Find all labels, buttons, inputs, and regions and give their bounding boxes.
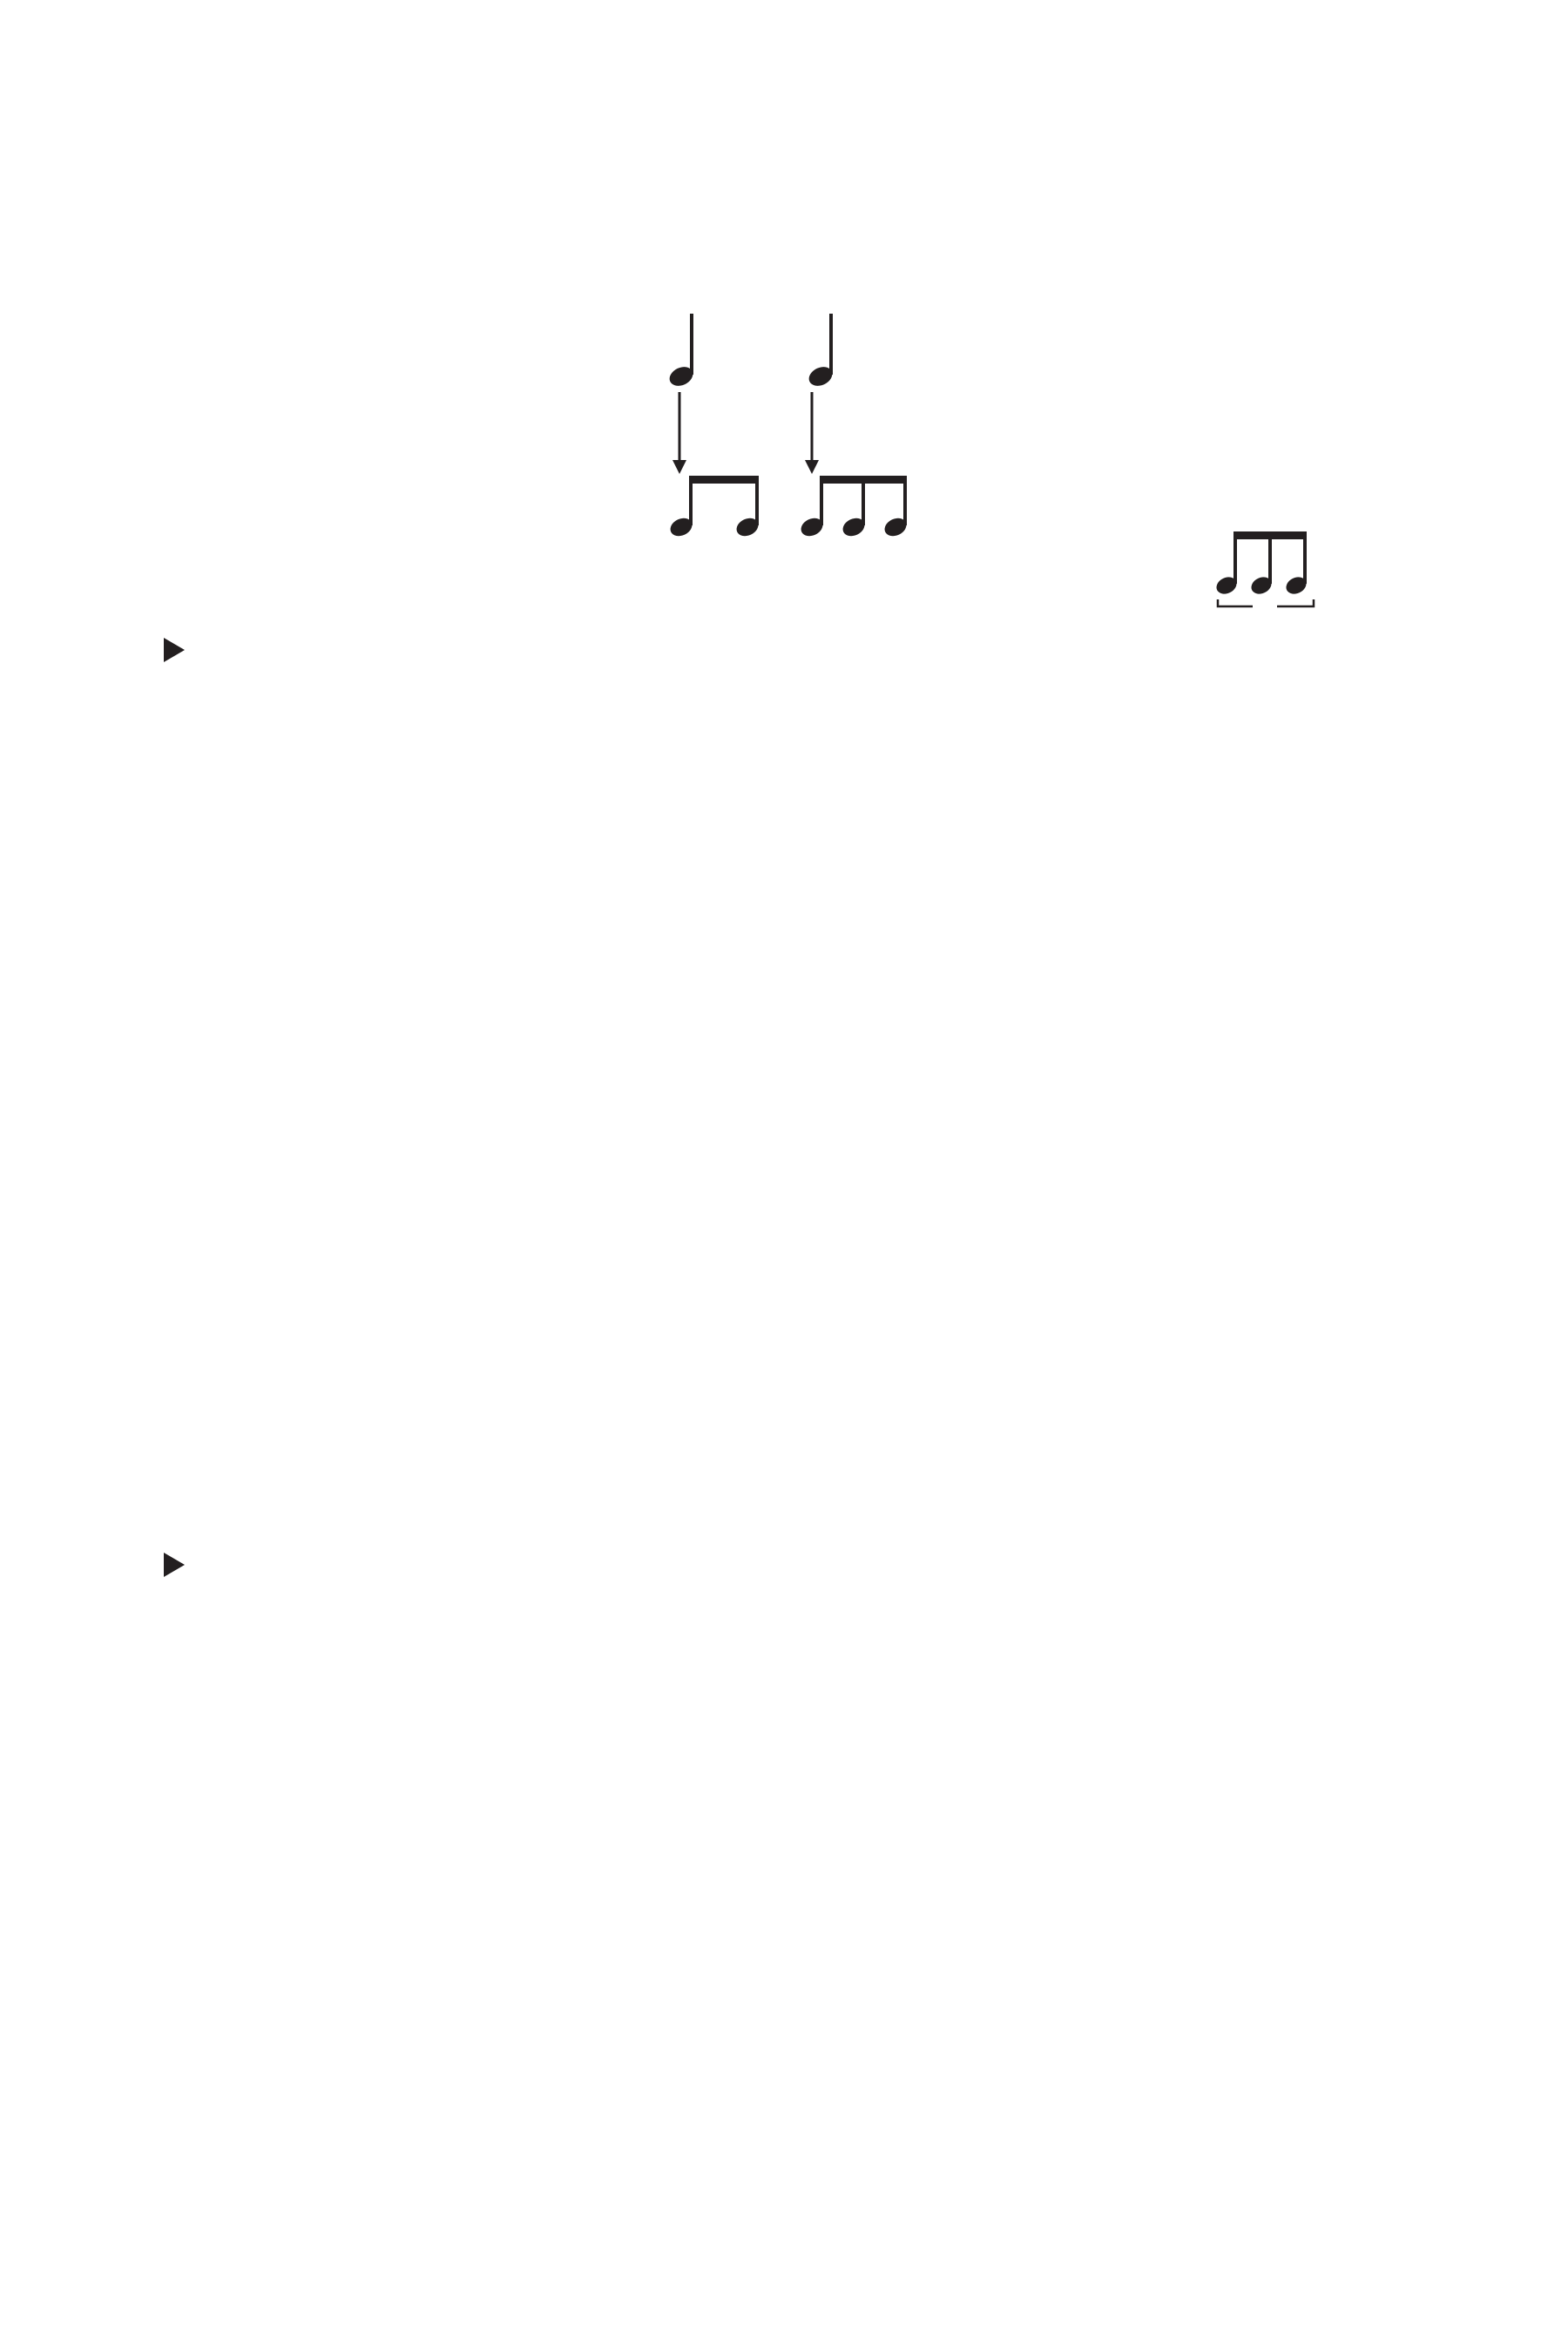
- eighth-note-triplet: [798, 476, 909, 539]
- avalanche-piano-excerpt: [135, 1638, 1442, 2335]
- quarter-note-right: [806, 314, 835, 389]
- play-arrow-icon-1: [164, 638, 185, 666]
- play-arrow-icon-2: [164, 1553, 185, 1580]
- triplet-comparison-diagram: [645, 314, 941, 549]
- down-arrow-left: [672, 392, 686, 474]
- rhythm-staff-3: [200, 1102, 1115, 1224]
- quarter-note-left: [666, 314, 696, 389]
- bracketed-triplet-example: [1211, 530, 1333, 624]
- down-arrow-right: [805, 392, 819, 474]
- rhythm-staff-4: [200, 1294, 1115, 1416]
- rhythm-staff-1: [200, 719, 1115, 841]
- rhythm-staff-2: [200, 910, 1115, 1032]
- eighth-note-pair: [667, 476, 761, 539]
